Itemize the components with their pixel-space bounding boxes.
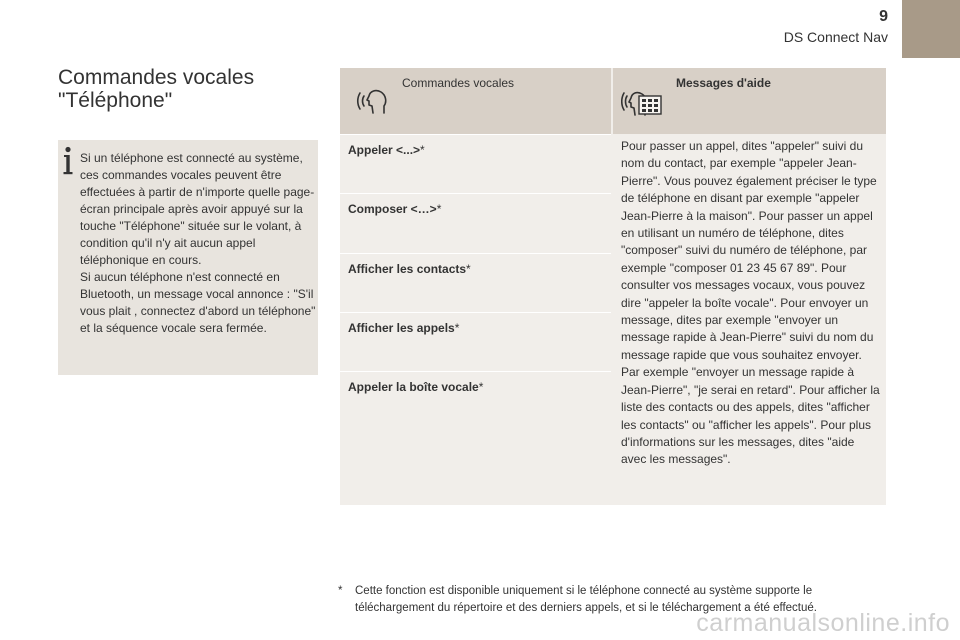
command-text: Composer <…> [348, 202, 437, 216]
watermark-logo: carmanualsonline.info [696, 609, 950, 637]
info-box [58, 140, 318, 375]
info-icon [63, 146, 73, 176]
command-text: Appeler la boîte vocale [348, 380, 479, 394]
footnote-star: * [454, 321, 460, 335]
commands-header-label: Commandes vocales [402, 76, 515, 90]
page-number: 9 [879, 8, 888, 25]
command-label [348, 143, 425, 157]
footnote-star: * [436, 202, 442, 216]
info-paragraph: Si un téléphone est connecté au système, ces commandes vocales peuvent être effectuées à partir de n'importe quelle page-écran principale après avoir appuyé sur la touche "Téléphone" située sur le volant, à condition qu'il n'y ait aucun appel téléphonique en cours. [80, 151, 315, 267]
footnote-star: * [420, 143, 425, 157]
page-title [58, 66, 254, 112]
help-messages-column [613, 68, 886, 505]
command-text: Afficher les contacts [348, 262, 467, 276]
command-label [348, 202, 441, 216]
table-row [340, 134, 611, 193]
help-messages-header [613, 68, 886, 134]
page-title-line2: "Téléphone" [58, 89, 173, 112]
speaking-head-icon [354, 82, 388, 116]
corner-tab [902, 0, 960, 58]
command-label [348, 321, 459, 335]
page-title-line1: Commandes vocales [58, 66, 255, 89]
table-row [340, 312, 611, 371]
info-text [80, 150, 316, 337]
command-label [348, 380, 483, 394]
footnote-star: * [466, 262, 471, 276]
info-paragraph: Si aucun téléphone n'est connecté en Bluetooth, un message vocal annonce : "S'il vous plait , connectez d'abord un téléphone" et la séquence vocale sera fermée. [80, 270, 316, 335]
footnote-marker: * [338, 585, 343, 597]
help-text: Pour passer un appel, dites "appeler" suivi du nom du contact, par exemple "appeler Jean-Pierre". Vous pouvez également préciser le type de téléphone en disant par exemple "appeler Jean-Pierre à la maison". Pour passer un appel en utilisant un numéro de téléphone, dites "composer" suivi du numéro de téléphone, par exemple "composer 01 23 45 67 89". Pour consulter vos messages vocaux, vous pouvez dire "appeler la boîte vocale". Pour envoyer un message, dites par exemple "envoyer un message rapide à Jean-Pierre" suivi du nom du message rapide que vous souhaitez envoyer. Par exemple "envoyer un message rapide à Jean-Pierre", "je serai en retard". Pour afficher la liste des contacts ou des appels, dites "afficher les contacts" ou "afficher les appels". Pour plus d'informations sur les messages, dites "aide avec les messages". [621, 139, 880, 467]
commands-column [340, 68, 611, 505]
footnote-text: Cette fonction est disponible uniquement si le téléphone connecté au système supporte le téléchargement du répertoire et des derniers appels, et si le téléchargement a été effectué. [355, 585, 817, 614]
voice-commands-table [340, 68, 886, 505]
table-row [340, 193, 611, 253]
commands-header [340, 68, 611, 134]
table-row [340, 253, 611, 312]
footnote-star: * [478, 380, 484, 394]
command-text: Appeler <...> [348, 143, 421, 157]
table-row [340, 371, 611, 505]
speaking-head-keypad-icon [621, 82, 665, 118]
help-messages-header-label: Messages d'aide [676, 76, 771, 90]
command-label [348, 262, 471, 276]
command-text: Afficher les appels [348, 321, 455, 335]
section-title: DS Connect Nav [783, 29, 888, 45]
